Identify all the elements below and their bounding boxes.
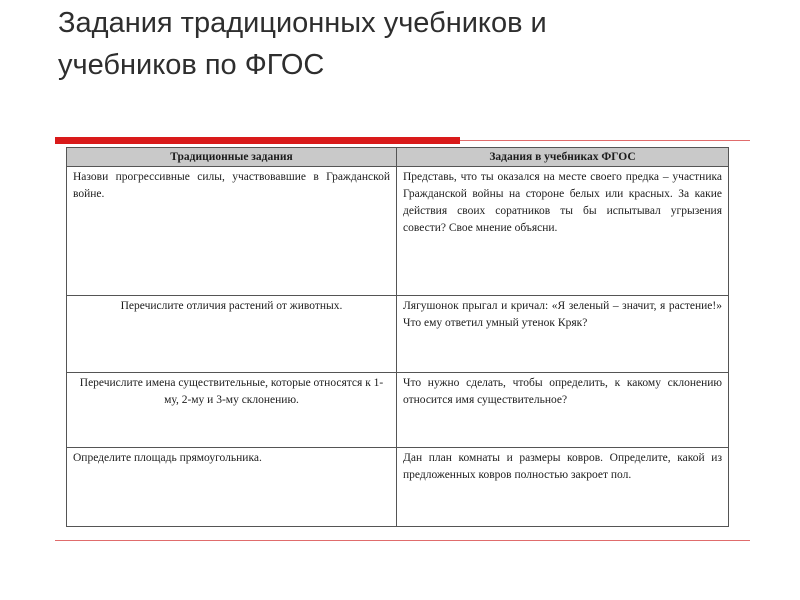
title-line-1: Задания традиционных учебников и [58, 7, 547, 39]
table-row [67, 167, 729, 296]
traditional-task-cell: Перечислите имена существительные, которые относятся к 1-му, 2-му и 3-му склонению. [67, 373, 397, 448]
bottom-divider [55, 540, 750, 541]
table-row [67, 373, 729, 448]
slide-title [58, 2, 758, 86]
table-row [67, 448, 729, 527]
traditional-task-cell: Определите площадь прямоугольника. [67, 448, 397, 527]
traditional-task-cell: Перечислите отличия растений от животных. [67, 296, 397, 373]
tasks-comparison-table [66, 147, 729, 527]
accent-bar [55, 137, 460, 144]
header-fgos: Задания в учебниках ФГОС [397, 148, 729, 167]
header-traditional: Традиционные задания [67, 148, 397, 167]
fgos-task-cell: Лягушонок прыгал и кричал: «Я зеленый – значит, я растение!» Что ему ответил умный утенок Кряк? [397, 296, 729, 373]
fgos-task-cell: Представь, что ты оказался на месте своего предка – участника Гражданской войны на стороне белых или красных. За какие действия своих соратников ты бы испытывал угрызения совести? Свое мнение объясни. [397, 167, 729, 296]
traditional-task-cell: Назови прогрессивные силы, участвовавшие в Гражданской войне. [67, 167, 397, 296]
table-header-row [67, 148, 729, 167]
top-divider [460, 140, 750, 141]
title-line-2: учебников по ФГОС [58, 49, 325, 81]
fgos-task-cell: Дан план комнаты и размеры ковров. Определите, какой из предложенных ковров полностью закроет пол. [397, 448, 729, 527]
table-row [67, 296, 729, 373]
fgos-task-cell: Что нужно сделать, чтобы определить, к какому склонению относится имя существительное? [397, 373, 729, 448]
